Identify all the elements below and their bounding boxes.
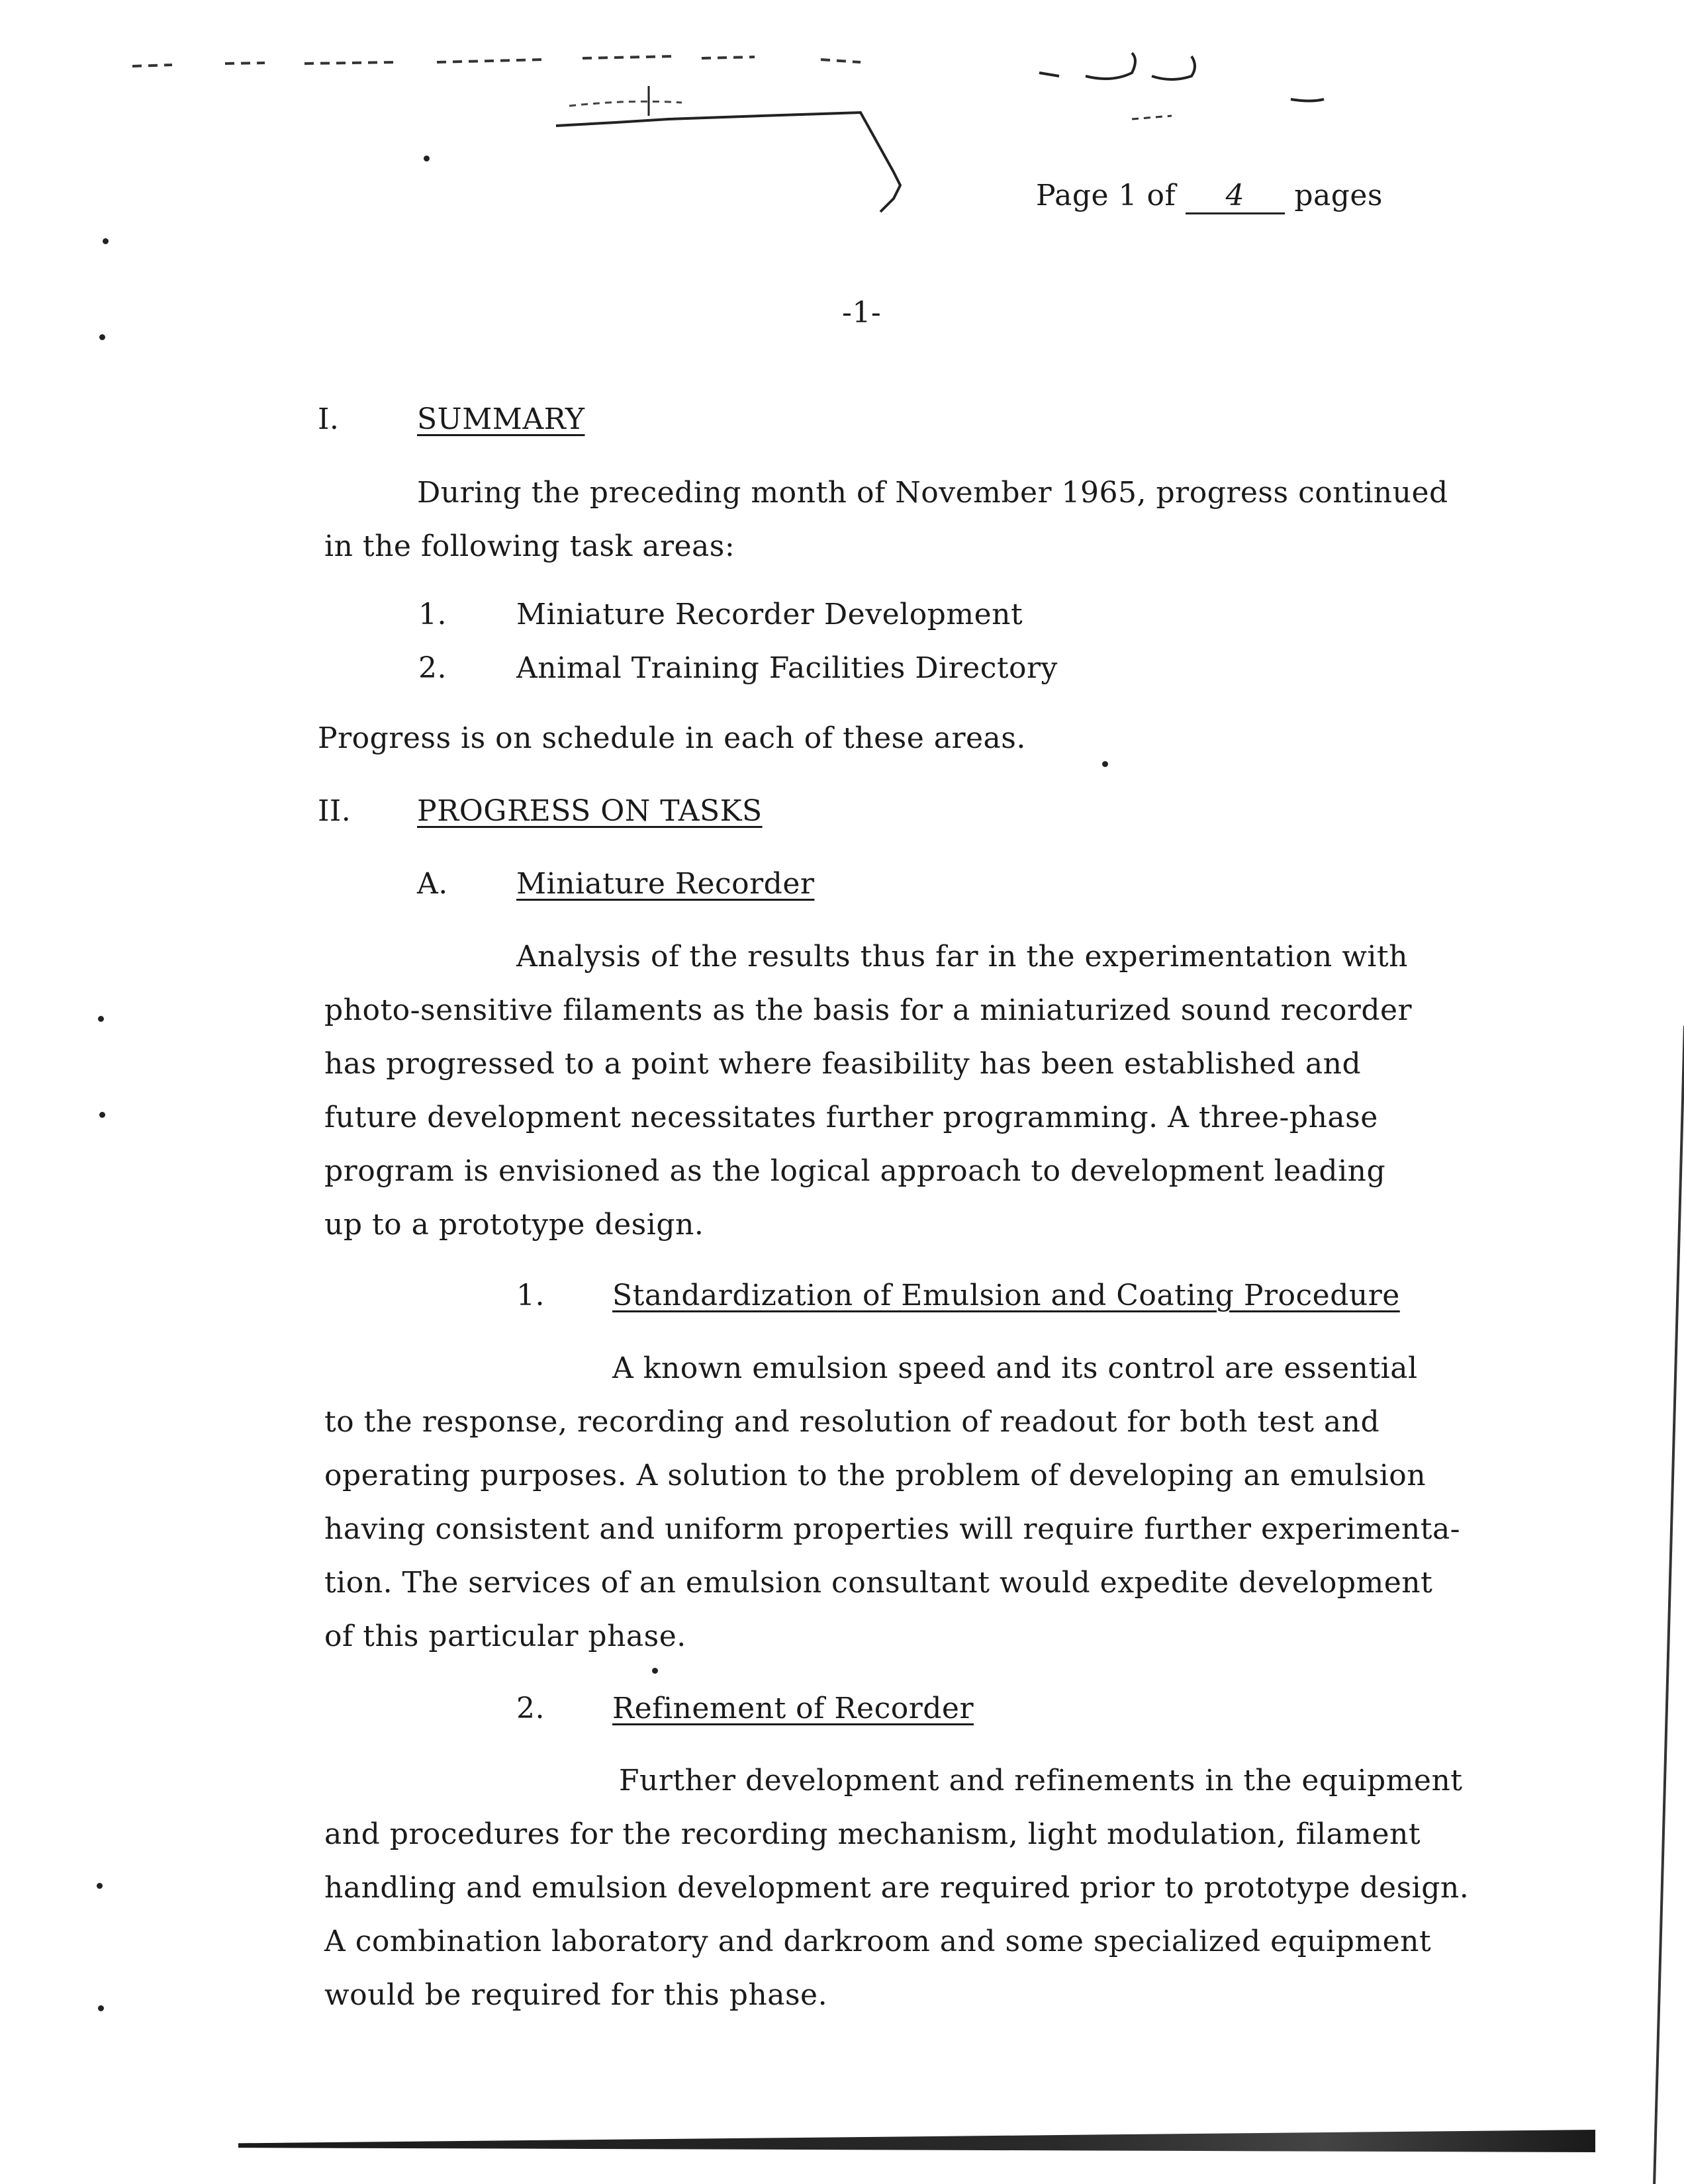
task-number: 2. xyxy=(418,651,447,685)
text-line: of this particular phase. xyxy=(324,1619,686,1653)
text-line: program is envisioned as the logical approach to development leading xyxy=(324,1154,1386,1188)
item-number: 2. xyxy=(516,1692,545,1725)
text-line: operating purposes. A solution to the problem of developing an emulsion xyxy=(324,1459,1427,1492)
item-title: Refinement of Recorder xyxy=(612,1692,974,1725)
refinement-paragraph xyxy=(324,1754,1529,2022)
summary-closing: Progress is on schedule in each of these areas. xyxy=(318,721,1026,755)
subsection-title: Miniature Recorder xyxy=(516,867,815,901)
subsection-letter: A. xyxy=(417,867,448,901)
page-count-suffix: pages xyxy=(1294,179,1383,212)
text-line: A combination laboratory and darkroom and some specialized equipment xyxy=(324,1925,1432,1958)
text-line: A known emulsion speed and its control are essential xyxy=(612,1351,1418,1385)
text-line: Further development and refinements in the equipment xyxy=(619,1764,1463,1797)
scan-speck xyxy=(1102,761,1108,767)
task-number: 1. xyxy=(418,598,447,631)
scan-bottom-shadow xyxy=(238,2130,1595,2152)
text-line: During the preceding month of November 1965, progress continued xyxy=(417,476,1448,510)
section-title-summary: SUMMARY xyxy=(417,402,585,436)
text-line: having consistent and uniform properties will require further experimenta- xyxy=(324,1512,1461,1546)
scan-speck xyxy=(103,238,109,244)
summary-intro xyxy=(324,466,1529,573)
scan-artifact-dashes xyxy=(132,40,993,79)
scan-speck xyxy=(97,1883,103,1889)
text-line: in the following task areas: xyxy=(324,529,735,563)
text-line: would be required for this phase. xyxy=(324,1978,828,2012)
item-title: Standardization of Emulsion and Coating Procedure xyxy=(612,1279,1400,1312)
scan-speck xyxy=(652,1668,658,1674)
page-count xyxy=(1036,179,1383,214)
section-numeral-progress: II. xyxy=(318,794,351,828)
section-title-progress: PROGRESS ON TASKS xyxy=(417,794,763,828)
text-line: Analysis of the results thus far in the experimentation with xyxy=(516,940,1409,974)
scan-artifact-bracket xyxy=(549,66,947,218)
text-line: and procedures for the recording mechanism, light modulation, filament xyxy=(324,1817,1421,1851)
page-count-handwritten-total: 4 xyxy=(1186,179,1285,214)
recorder-paragraph xyxy=(324,930,1529,1251)
scan-page-edge xyxy=(1653,1026,1684,2184)
emulsion-paragraph xyxy=(324,1342,1529,1663)
scan-speck xyxy=(98,1016,104,1022)
text-line: has progressed to a point where feasibility has been established and xyxy=(324,1047,1362,1081)
scan-speck xyxy=(424,156,430,161)
task-item: Miniature Recorder Development xyxy=(516,598,1023,631)
text-line: photo-sensitive filaments as the basis for a miniaturized sound recorder xyxy=(324,993,1413,1027)
section-numeral-summary: I. xyxy=(318,402,340,436)
task-item: Animal Training Facilities Directory xyxy=(516,651,1058,685)
text-line: to the response, recording and resolution of readout for both test and xyxy=(324,1405,1380,1439)
text-line: up to a prototype design. xyxy=(324,1208,704,1242)
scan-speck xyxy=(99,334,105,340)
scan-artifact-marks xyxy=(1033,46,1337,132)
scan-speck xyxy=(98,2005,104,2011)
scan-speck xyxy=(99,1112,105,1118)
text-line: handling and emulsion development are required prior to prototype design. xyxy=(324,1871,1470,1905)
item-number: 1. xyxy=(516,1279,545,1312)
page-count-prefix: Page 1 of xyxy=(1036,179,1176,212)
text-line: future development necessitates further programming. A three-phase xyxy=(324,1101,1378,1134)
text-line: tion. The services of an emulsion consultant would expedite development xyxy=(324,1566,1433,1600)
page-number: -1- xyxy=(842,296,882,330)
